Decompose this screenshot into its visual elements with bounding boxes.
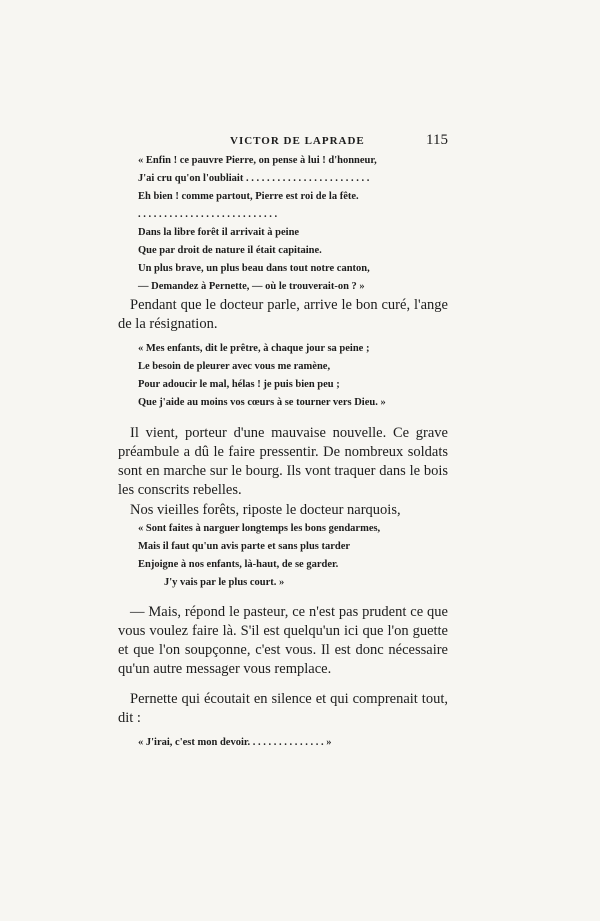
verse-line: Eh bien ! comme partout, Pierre est roi de la fête. bbox=[138, 191, 359, 202]
verse-line: « Sont faites à narguer longtemps les bons gendarmes, bbox=[138, 523, 381, 534]
verse-line: Dans la libre forêt il arrivait à peine bbox=[138, 227, 300, 238]
page-number: 115 bbox=[426, 132, 448, 148]
paragraph: Il vient, porteur d'une mauvaise nouvelle. Ce grave préambule a dû le faire pressentir. De nombreux soldats sont en marche sur le bourg. Ils vont traquer dans le bois les conscrits rebelles. bbox=[118, 425, 448, 498]
verse-line: J'y vais par le plus court. » bbox=[164, 577, 285, 588]
verse-ellipsis-line: . . . . . . . . . . . . . . . . . . . . . . . . . . . bbox=[138, 209, 278, 220]
prose-block-4 bbox=[118, 690, 448, 728]
verse-line: Pour adoucir le mal, hélas ! je puis bien peu ; bbox=[138, 379, 340, 390]
verse-line: Un plus brave, un plus beau dans tout notre canton, bbox=[138, 263, 370, 274]
verse-line: Mais il faut qu'un avis parte et sans plus tarder bbox=[138, 541, 351, 552]
verse-block-2 bbox=[138, 340, 386, 412]
paragraph: Pernette qui écoutait en silence et qui comprenait tout, dit : bbox=[118, 691, 448, 726]
verse-line: « J'irai, c'est mon devoir. . . . . . . . . . . . . . . » bbox=[138, 737, 332, 748]
prose-block-2 bbox=[118, 424, 448, 520]
prose-block-3 bbox=[118, 603, 448, 679]
verse-block-1 bbox=[138, 152, 377, 296]
verse-line: J'ai cru qu'on l'oubliait . . . . . . . . . . . . . . . . . . . . . . . . bbox=[138, 173, 370, 184]
verse-line: — Demandez à Pernette, — où le trouverait-on ? » bbox=[138, 281, 365, 292]
verse-line: Le besoin de pleurer avec vous me ramène, bbox=[138, 361, 331, 372]
verse-line: Enjoigne à nos enfants, là-haut, de se garder. bbox=[138, 559, 339, 570]
verse-line: « Mes enfants, dit le prêtre, à chaque jour sa peine ; bbox=[138, 343, 370, 354]
verse-block-4 bbox=[138, 734, 332, 752]
verse-line: « Enfin ! ce pauvre Pierre, on pense à lui ! d'honneur, bbox=[138, 155, 377, 166]
verse-line: Que j'aide au moins vos cœurs à se tourner vers Dieu. » bbox=[138, 397, 386, 408]
paragraph: — Mais, répond le pasteur, ce n'est pas prudent ce que vous voulez faire là. S'il est quelqu'un ici que l'on guette et que l'on soupçonne, c'est vous. Il est donc nécessaire qu'un autre messager vous remplace. bbox=[118, 604, 448, 677]
paragraph: Pendant que le docteur parle, arrive le bon curé, l'ange de la résignation. bbox=[118, 297, 448, 332]
verse-line: Que par droit de nature il était capitaine. bbox=[138, 245, 322, 256]
paragraph: Nos vieilles forêts, riposte le docteur narquois, bbox=[130, 502, 401, 518]
running-title: VICTOR DE LAPRADE bbox=[230, 135, 365, 147]
verse-block-3 bbox=[138, 520, 380, 592]
prose-block-1 bbox=[118, 296, 448, 334]
